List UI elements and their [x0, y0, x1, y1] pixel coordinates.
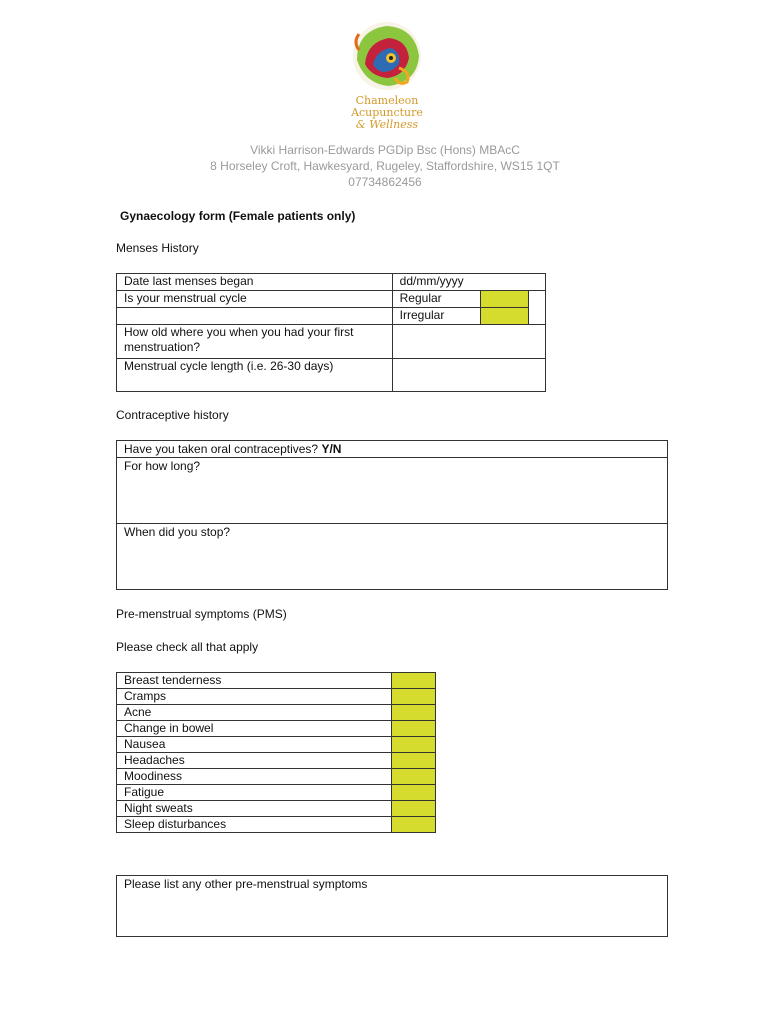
- regular-checkbox[interactable]: [480, 291, 528, 308]
- yes-no-answer[interactable]: Y/N: [321, 442, 342, 456]
- cycle-label: Is your menstrual cycle: [117, 291, 393, 308]
- other-symptoms-label: Please list any other pre-menstrual symptoms: [124, 877, 368, 891]
- symptom-row: [117, 817, 436, 833]
- cycle-length-label: Menstrual cycle length (i.e. 26-30 days): [117, 359, 393, 392]
- symptom-row: [117, 737, 436, 753]
- symptom-checkbox[interactable]: [392, 721, 436, 737]
- regular-label: Regular: [392, 291, 480, 308]
- symptom-checkbox[interactable]: [392, 817, 436, 833]
- symptom-label: Fatigue: [117, 785, 392, 801]
- how-long-label: For how long?: [124, 459, 201, 473]
- symptom-row: [117, 769, 436, 785]
- logo-text-line1: Chameleon: [355, 94, 419, 107]
- symptom-label: Acne: [117, 705, 392, 721]
- contraceptive-heading: Contraceptive history: [116, 408, 229, 422]
- logo-text-line3: & Wellness: [355, 118, 419, 131]
- when-stop-label: When did you stop?: [124, 525, 231, 539]
- first-menstruation-label: How old where you when you had your first menstruation?: [117, 325, 393, 359]
- symptom-checkbox[interactable]: [392, 753, 436, 769]
- symptom-row: [117, 721, 436, 737]
- symptom-checkbox[interactable]: [392, 769, 436, 785]
- symptom-label: Cramps: [117, 689, 392, 705]
- symptom-row: [117, 801, 436, 817]
- how-long-box[interactable]: [116, 457, 668, 524]
- symptom-checkbox[interactable]: [392, 737, 436, 753]
- symptom-label: Moodiness: [117, 769, 392, 785]
- symptom-checkbox[interactable]: [392, 689, 436, 705]
- symptom-row: [117, 689, 436, 705]
- symptom-label: Night sweats: [117, 801, 392, 817]
- symptom-checkbox[interactable]: [392, 801, 436, 817]
- symptom-checkbox[interactable]: [392, 673, 436, 689]
- cycle-spacer: [528, 291, 545, 325]
- symptom-label: Breast tenderness: [117, 673, 392, 689]
- irregular-label: Irregular: [392, 308, 480, 325]
- date-last-menses-input[interactable]: dd/mm/yyyy: [392, 274, 545, 291]
- cycle-length-input[interactable]: [392, 359, 545, 392]
- first-menstruation-input[interactable]: [392, 325, 545, 359]
- symptom-row: [117, 705, 436, 721]
- company-logo: [345, 20, 429, 138]
- form-title: Gynaecology form (Female patients only): [120, 209, 356, 223]
- other-symptoms-box[interactable]: [116, 875, 668, 937]
- practitioner-name: Vikki Harrison-Edwards PGDip Bsc (Hons) MBAcC: [250, 143, 520, 157]
- symptom-label: Sleep disturbances: [117, 817, 392, 833]
- symptom-checkbox[interactable]: [392, 785, 436, 801]
- pms-heading: Pre-menstrual symptoms (PMS): [116, 607, 287, 621]
- when-stop-box[interactable]: [116, 523, 668, 590]
- symptom-label: Headaches: [117, 753, 392, 769]
- symptom-checkbox[interactable]: [392, 705, 436, 721]
- menses-table: [116, 273, 546, 392]
- menses-heading: Menses History: [116, 241, 199, 255]
- chameleon-logo-icon: [345, 20, 429, 92]
- symptom-row: [117, 673, 436, 689]
- symptom-row: [117, 753, 436, 769]
- symptom-row: [117, 785, 436, 801]
- logo-text-line2: Acupuncture: [351, 106, 423, 119]
- pms-symptom-table: [116, 672, 436, 833]
- practice-address: 8 Horseley Croft, Hawkesyard, Rugeley, Staffordshire, WS15 1QT: [210, 159, 560, 173]
- oral-contraceptives-row[interactable]: [116, 440, 668, 458]
- date-last-menses-label: Date last menses began: [117, 274, 393, 291]
- symptom-label: Change in bowel: [117, 721, 392, 737]
- practice-phone: 07734862456: [348, 175, 422, 189]
- symptom-label: Nausea: [117, 737, 392, 753]
- cycle-blank-cell: [117, 308, 393, 325]
- irregular-checkbox[interactable]: [480, 308, 528, 325]
- pms-instruction: Please check all that apply: [116, 640, 259, 654]
- oral-contraceptives-question: Have you taken oral contraceptives?: [124, 442, 322, 456]
